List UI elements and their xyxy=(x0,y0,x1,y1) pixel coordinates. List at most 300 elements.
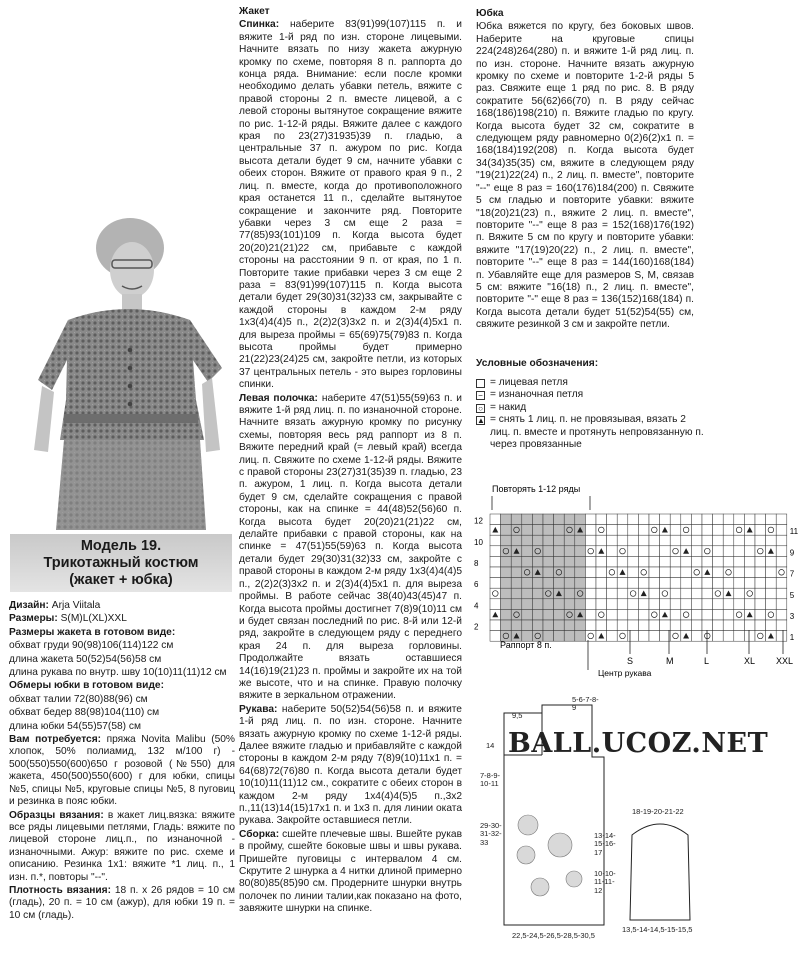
chart-cell xyxy=(564,578,575,589)
chart-cell xyxy=(649,599,660,610)
chart-cell xyxy=(649,631,660,642)
jacket-size-line: длина рукава по внутр. шву 10(10)11(11)12 см xyxy=(9,667,227,679)
chart-row-label-left: 6 xyxy=(474,580,479,590)
back-label: Спинка: xyxy=(239,19,280,31)
chart-cell xyxy=(660,546,671,557)
chart-cell xyxy=(702,578,713,589)
chart-cell xyxy=(766,525,777,536)
samples-label: Образцы вязания: xyxy=(9,809,104,821)
chart-cell xyxy=(554,609,565,620)
yarn-over-icon: ○ xyxy=(476,404,485,413)
sleeve-text: наберите 50(52)54(56)58 п. и вяжите 1-й ряд лиц. п. по изн. стороне. Начните вязать ажурную кромку по схеме 1-12-й ряды. Далее вяжите гладью и прибавляйте с каждой стороны в каждом 2-м ряду 7(8)9(10)11x1 п. = 64(68)72(76)80 п. Когда высота детали будет 10(10)11(11)12 см., сократите с обеих сторон в каждом 2-м ряду 1x4(4)4(5)5 п.,3x2 п.,11(13)14(15)17x1 п. и 1x3 п. для линии оката рукава. Закройте оставшиеся петли. xyxy=(239,703,462,827)
chart-cell xyxy=(723,609,734,620)
chart-cell xyxy=(501,525,512,536)
chart-cell xyxy=(575,620,586,631)
chart-cell xyxy=(691,599,702,610)
chart-cell xyxy=(723,631,734,642)
chart-cell xyxy=(554,620,565,631)
chart-cell xyxy=(522,599,533,610)
chart-cell xyxy=(681,514,692,525)
chart-cell xyxy=(617,556,628,567)
chart-cell xyxy=(575,514,586,525)
chart-cell xyxy=(501,588,512,599)
chart-cell xyxy=(543,578,554,589)
chart-cell xyxy=(585,588,596,599)
purl-stitch-icon: − xyxy=(476,391,485,400)
chart-cell xyxy=(713,546,724,557)
chart-cell xyxy=(691,535,702,546)
chart-cell xyxy=(638,609,649,620)
chart-cell xyxy=(776,578,787,589)
chart-cell xyxy=(638,535,649,546)
chart-cell xyxy=(681,556,692,567)
chart-cell xyxy=(734,620,745,631)
jacket-heading: Жакет xyxy=(239,6,270,17)
chart-cell xyxy=(691,514,702,525)
model-title: Модель 19. xyxy=(80,538,162,554)
samples-text: в жакет лиц.вязка: вяжите все ряды лицевыми петлями, Гладь: вяжите по лицевой стороне лиц.п., по изнаночной - изнаночными. Ажур: вяжите по рис. схеме и описанию. Резинка 1x1: вяжите *1 лиц. п., 1 изн. п.*, повторы "--". xyxy=(9,809,235,883)
chart-cell xyxy=(744,631,755,642)
chart-cell xyxy=(490,546,501,557)
chart-cell xyxy=(628,514,639,525)
chart-cell xyxy=(670,631,681,642)
chart-cell xyxy=(670,609,681,620)
chart-cell xyxy=(702,609,713,620)
schematic-shoulder: 5-6-7-8-9 xyxy=(572,695,599,713)
legend-item xyxy=(476,377,726,390)
chart-cell xyxy=(670,535,681,546)
chart-cell xyxy=(564,599,575,610)
chart-cell xyxy=(532,546,543,557)
chart-cell xyxy=(543,546,554,557)
chart-cell xyxy=(691,631,702,642)
chart-cell xyxy=(649,535,660,546)
chart-cell xyxy=(511,556,522,567)
chart-cell xyxy=(638,578,649,589)
chart-cell xyxy=(723,556,734,567)
design-label: Дизайн: xyxy=(9,600,49,611)
chart-cell xyxy=(734,546,745,557)
chart-cell xyxy=(511,609,522,620)
chart-rapport-label: Раппорт 8 п. xyxy=(500,640,552,650)
chart-cell xyxy=(702,620,713,631)
legend-item xyxy=(476,414,726,452)
chart-cell xyxy=(660,567,671,578)
chart-cell xyxy=(702,546,713,557)
chart-cell xyxy=(723,620,734,631)
chart-cell xyxy=(511,588,522,599)
chart-cell xyxy=(713,631,724,642)
jacket-sizes-heading: Размеры жакета в готовом виде: xyxy=(9,626,176,638)
chart-cell xyxy=(766,609,777,620)
chart-cell xyxy=(532,588,543,599)
chart-cell xyxy=(554,631,565,642)
chart-row-label-left: 2 xyxy=(474,622,479,632)
chart-cell xyxy=(501,609,512,620)
chart-cell xyxy=(628,609,639,620)
chart-cell xyxy=(681,535,692,546)
chart-cell xyxy=(702,556,713,567)
chart-cell xyxy=(522,620,533,631)
chart-cell xyxy=(596,620,607,631)
chart-cell xyxy=(670,525,681,536)
legend-heading: Условные обозначения: xyxy=(476,358,599,369)
chart-cell xyxy=(501,535,512,546)
chart-cell xyxy=(554,578,565,589)
assembly-text: сшейте плечевые швы. Вшейте рукав в пройму, сшейте боковые швы и швы рукава. Пришейте пуговицы с интервалом 4 см. Скрутите 2 шнурка а 4 нитки длиной примерно 80(80)85(85)90 см. Продерните шнурки внутрь полочек по линии талии,как показано на фото, завяжите шнурки на спинке. xyxy=(239,828,462,915)
chart-cell xyxy=(522,546,533,557)
chart-cell xyxy=(638,514,649,525)
chart-cell xyxy=(734,588,745,599)
chart-cell xyxy=(660,599,671,610)
chart-cell xyxy=(734,535,745,546)
chart-row-label-right: 3 xyxy=(789,612,795,621)
chart-cell xyxy=(744,620,755,631)
chart-cell xyxy=(744,567,755,578)
chart-cell xyxy=(554,535,565,546)
chart-cell xyxy=(585,556,596,567)
chart-cell xyxy=(638,599,649,610)
chart-cell xyxy=(766,556,777,567)
chart-cell xyxy=(670,567,681,578)
chart-cell xyxy=(617,609,628,620)
chart-cell xyxy=(755,578,766,589)
chart-cell xyxy=(617,631,628,642)
chart-cell xyxy=(532,514,543,525)
chart-cell xyxy=(628,620,639,631)
front-label: Левая полочка: xyxy=(239,392,318,404)
chart-cell xyxy=(755,546,766,557)
chart-cell xyxy=(596,599,607,610)
chart-cell xyxy=(766,535,777,546)
chart-cell xyxy=(554,514,565,525)
chart-cell xyxy=(585,609,596,620)
chart-cell xyxy=(638,567,649,578)
chart-cell xyxy=(628,588,639,599)
chart-cell xyxy=(490,535,501,546)
chart-cell xyxy=(628,556,639,567)
chart-cell xyxy=(681,525,692,536)
legend xyxy=(476,358,726,452)
chart-cell xyxy=(554,546,565,557)
chart-cell xyxy=(723,535,734,546)
chart-cell xyxy=(564,567,575,578)
chart-cell xyxy=(691,578,702,589)
chart-cell xyxy=(490,588,501,599)
chart-cell xyxy=(660,620,671,631)
chart-cell xyxy=(649,525,660,536)
chart-cell xyxy=(766,588,777,599)
chart-cell xyxy=(575,631,586,642)
chart-cell xyxy=(575,556,586,567)
chart-cell xyxy=(734,514,745,525)
schematic-sleeve-left-1: 13-14-15-16-17 xyxy=(594,831,616,857)
chart-row-label-left: 10 xyxy=(474,537,483,547)
chart-cell xyxy=(522,535,533,546)
chart-cells xyxy=(490,514,787,641)
chart-cell xyxy=(755,620,766,631)
chart-size-L: L xyxy=(704,656,710,666)
chart-cell xyxy=(532,556,543,567)
chart-cell xyxy=(713,620,724,631)
chart-row-label-left: 4 xyxy=(474,601,479,611)
skirt-size-line: обхват талии 72(80)88(96) см xyxy=(9,693,148,705)
chart-cell xyxy=(628,631,639,642)
chart-row-label-right: 1 xyxy=(789,633,795,643)
chart-cell xyxy=(734,609,745,620)
chart-cell xyxy=(681,599,692,610)
chart-cell xyxy=(532,525,543,536)
chart-cell xyxy=(607,546,618,557)
chart-cell xyxy=(702,535,713,546)
chart-cell xyxy=(649,546,660,557)
chart-cell xyxy=(511,567,522,578)
chart-cell xyxy=(522,567,533,578)
chart-row-label-right: 5 xyxy=(789,590,795,600)
chart-cell xyxy=(501,599,512,610)
chart-cell xyxy=(501,567,512,578)
chart-cell xyxy=(755,567,766,578)
chart-cell xyxy=(649,514,660,525)
chart-cell xyxy=(713,535,724,546)
chart-cell xyxy=(585,599,596,610)
model-photo xyxy=(8,200,230,530)
chart-sleeve-center: Центр рукава xyxy=(598,668,652,678)
garment-schematic xyxy=(480,695,800,955)
chart-cell xyxy=(744,578,755,589)
chart-cell xyxy=(501,620,512,631)
chart-cell xyxy=(617,546,628,557)
stitch-chart-grid xyxy=(470,480,800,690)
chart-cell xyxy=(723,514,734,525)
chart-cell xyxy=(543,620,554,631)
chart-cell xyxy=(522,578,533,589)
chart-cell xyxy=(776,546,787,557)
skirt-text: Юбка вяжется по кругу, без боковых швов. Наберите на круговые спицы 224(248)264(280) п. и вяжите 1-й ряд лиц. п. по изн. стороне. Начните вязать ажурную кромку по схеме и повторите 1-2-й ряды 5 раз. Свяжите еще 1 ряд по рис. 8. В ряду сократите 56(62)66(70) п. В ряду сейчас 168(186)198(210) п. Вяжите гладью по кругу. Когда высота будет 32 см, сократите в следующем ряду равномерно 0(2)6(2)x1 п. = 168(184)192(208) п. Когда высота будет 34(34)35(35) см, вяжите в следующем ряду "19(21)22(24) п., 2 лиц. п. вместе", повторите "--" еще 8 раз = 160(176)184(200) п. Свяжите 5 см гладью и повторите убавки: вяжите "18(20)21(23) п., вяжите 2 лиц. п. вместе", повторите "--" еще 8 раз = 152(168)176(192) п. Вяжите 5 см по кругу и повторите убавки: вяжите "17(19)20(22) п., 2 лиц. п. вместе", повторите "--" еще 8 раз = 144(160)168(184) п. Убавляйте еще для размеров S, M, связав 5 см: вяжите "16(18) п., 2 лиц. п. вместе", повторите "-" еще 8 раз = 136(152)168(184) п. Когда высота детали будет 51(52)54(55) см, свяжите резинкой 3 см и закройте петли. xyxy=(476,21,694,331)
chart-cell xyxy=(766,578,777,589)
chart-cell xyxy=(522,525,533,536)
chart-cell xyxy=(607,631,618,642)
chart-cell xyxy=(607,588,618,599)
chart-cell xyxy=(490,620,501,631)
back-text: наберите 83(91)99(107)115 п. и вяжите 1-й ряд по изн. стороне лицевыми. Начните вязать по низу жакета ажурную кромку по схеме, повторяя 8 п. раппорта до конца ряда. Внимание: если после кромки необходимо делать убавки петель, вяжите с правой стороны 2 п. вместе лицевой, а с левой стороны вытянутое сокращение вяжите по рис. 1-12-й ряды. Вяжите далее с каждого края по 23(27)31935)39 п. гладью, а центральные 37 п. ажуром по рис. Когда высота детали будет 9 см, начните убавки с обеих сторон. Вяжите от правого края 9 п., 2 лиц. п. вместе, когда до противоположного края останется 11 п., сделайте вытянутое сокращение и закончите ряд. Повторите убавки через 3 см еще 2 раза = 77(85)93(101)109 п. Когда высота будет 20(20)21(21)22 см, прибавьте с каждой стороны на расстоянии 9 п. от края, по 1 п. Повторите такие прибавки через 3 см еще 2 раза = 83(91)99(107)115 п. Когда высота детали будет 29(30)31(32)33 см, закрывайте с каждой стороны в каждом 2-м ряду 1x3(4)4(4)5 п., 2(2)2(3)3x2 п. и 2(3)4(4)5x1 п. для выреза проймы = 65(69)75(79)83 п. Когда высота проймы будет примерно 21(22)23(24)25 см, закройте петли, из которых 37 центральных петель - это вырез горловины спинки. xyxy=(239,19,462,391)
chart-cell xyxy=(755,535,766,546)
chart-cell xyxy=(713,567,724,578)
sizes-label: Размеры: xyxy=(9,613,58,625)
chart-cell xyxy=(628,578,639,589)
chart-cell xyxy=(691,620,702,631)
chart-cell xyxy=(649,620,660,631)
chart-cell xyxy=(532,620,543,631)
legend-text: = накид xyxy=(490,401,527,413)
chart-cell xyxy=(702,525,713,536)
chart-cell xyxy=(660,588,671,599)
chart-cell xyxy=(501,546,512,557)
skirt-size-line: длина юбки 54(55)57(58) см xyxy=(9,720,141,732)
chart-cell xyxy=(744,556,755,567)
chart-row-label-right: 9 xyxy=(789,548,795,558)
chart-cell xyxy=(564,525,575,536)
chart-cell xyxy=(585,567,596,578)
chart-cell xyxy=(734,567,745,578)
chart-cell xyxy=(755,525,766,536)
chart-cell xyxy=(596,525,607,536)
chart-cell xyxy=(575,535,586,546)
middle-column xyxy=(239,6,462,917)
chart-cell xyxy=(575,599,586,610)
knit-stitch-icon xyxy=(476,379,485,388)
sleeve-schematic-outline xyxy=(630,824,690,920)
decrease-icon: ▲ xyxy=(477,416,485,425)
chart-cell xyxy=(511,525,522,536)
chart-cell xyxy=(681,620,692,631)
chart-cell xyxy=(702,599,713,610)
chart-cell xyxy=(766,514,777,525)
chart-cell xyxy=(575,588,586,599)
chart-cell xyxy=(501,514,512,525)
model-subtitle: Трикотажный костюм xyxy=(43,555,199,571)
chart-cell xyxy=(670,546,681,557)
chart-cell xyxy=(585,525,596,536)
chart-cell xyxy=(596,556,607,567)
chart-cell xyxy=(543,525,554,536)
chart-cell xyxy=(702,588,713,599)
chart-cell xyxy=(596,578,607,589)
skirt-size-line: обхват бедер 88(98)104(110) см xyxy=(9,707,160,719)
model-subtitle-2: (жакет + юбка) xyxy=(69,572,173,588)
chart-cell xyxy=(596,535,607,546)
chart-cell xyxy=(638,556,649,567)
chart-cell xyxy=(755,631,766,642)
chart-cell xyxy=(501,578,512,589)
chart-cell xyxy=(607,525,618,536)
chart-cell xyxy=(490,578,501,589)
right-column xyxy=(476,8,694,333)
chart-cell xyxy=(744,514,755,525)
skirt-heading: Юбка xyxy=(476,8,504,19)
model-caption xyxy=(10,534,232,592)
chart-cell xyxy=(713,556,724,567)
chart-cell xyxy=(490,599,501,610)
chart-cell xyxy=(670,588,681,599)
chart-cell xyxy=(670,556,681,567)
chart-cell xyxy=(511,514,522,525)
chart-cell xyxy=(564,546,575,557)
chart-cell xyxy=(501,556,512,567)
chart-cell xyxy=(776,567,787,578)
chart-cell xyxy=(713,609,724,620)
chart-cell xyxy=(723,525,734,536)
chart-cell xyxy=(681,609,692,620)
chart-cell xyxy=(681,567,692,578)
chart-cell xyxy=(617,599,628,610)
chart-cell xyxy=(532,599,543,610)
chart-cell xyxy=(628,567,639,578)
chart-cell xyxy=(522,588,533,599)
legend-item xyxy=(476,402,726,415)
chart-cell xyxy=(564,631,575,642)
chart-row-label-right: 11 xyxy=(789,527,799,537)
chart-cell xyxy=(596,567,607,578)
chart-cell xyxy=(670,620,681,631)
chart-cell xyxy=(734,556,745,567)
chart-cell xyxy=(670,599,681,610)
chart-cell xyxy=(776,556,787,567)
lace-motif-decor xyxy=(517,815,582,896)
chart-cell xyxy=(766,599,777,610)
chart-cell xyxy=(564,535,575,546)
chart-cell xyxy=(766,620,777,631)
chart-cell xyxy=(691,609,702,620)
chart-cell xyxy=(564,588,575,599)
materials-text: пряжа Novita Malibu (50% хлопок, 50% полиамид, 132 м/100 г) - 500(550)550(600)650 г розовой (№550) для жакета, 450(500)550(600) г для юбки, спицы №5, спицы №5, круговые спицы №5, 8 пуговиц и резинка в пояс юбки. xyxy=(9,734,235,808)
model-photo-illustration xyxy=(8,200,230,530)
schematic-left-1: 14 xyxy=(486,741,495,750)
chart-size-S: S xyxy=(627,656,634,666)
front-text: наберите 47(51)55(59)63 п. и вяжите 1-й ряд лиц. п. по изнаночной стороне. Начните вязать ажурную кромку по рисунку схемы, повторяя весь ряд раппорт из 8 п. Вяжите передний край (= левый край) всегда лиц. п. Свяжите по схеме 1-12-й ряды. Вяжите с правой стороны 23(27)31(35)39 п. гладью, 23 п. ажуром, 1 лиц. п. Когда высота детали будет 9 см, сделайте сокращения с правой стороны, как на спинке = 44(48)52(56)60 п. Когда высота будет 20(20)21(21)22 см, делайте прибавки с правой стороны, как на спинке = 47(51)55(59)63 п. Когда высота детали будет 29(30)31(32)33 см, закройте с правой стороны в каждом 2-м ряду 1x3(4)4(4)5 п., 2(2)2(3)3x2 п. и 2(3)4(4)5x1 п. для выреза проймы. В работе сейчас 38(40)43(45)47 п. Когда высота проймы достигнет 7(8)9(10)11 см и будет связан последний по рис. 8-й или 12-й ряд, закройте в следующем ряду с переднего края 24 п. для выреза горловины. Продолжайте вязать оставшиеся 14(16)19(21)23 п. проймы и закройте их на той же высоте, что и на спинке. Правую полочку вяжите в зеркальном отражении. xyxy=(239,392,462,702)
chart-cell xyxy=(554,525,565,536)
chart-cell xyxy=(575,567,586,578)
chart-cell xyxy=(649,588,660,599)
chart-size-XXL: XXL xyxy=(776,656,794,666)
chart-cell xyxy=(564,556,575,567)
chart-cell xyxy=(532,535,543,546)
schematic-sleeve-bottom: 13,5-14-14,5-15-15,5 xyxy=(622,925,693,934)
chart-cell xyxy=(585,631,596,642)
skirt-sizes-heading: Обмеры юбки в готовом виде: xyxy=(9,680,164,692)
chart-cell xyxy=(755,609,766,620)
chart-cell xyxy=(649,578,660,589)
chart-cell xyxy=(744,599,755,610)
chart-cell xyxy=(607,514,618,525)
chart-cell xyxy=(691,567,702,578)
sizes-value: S(M)L(XL)XXL xyxy=(60,613,127,625)
chart-cell xyxy=(723,567,734,578)
chart-cell xyxy=(670,514,681,525)
chart-cell xyxy=(660,556,671,567)
chart-cell xyxy=(585,535,596,546)
chart-cell xyxy=(776,535,787,546)
chart-cell xyxy=(755,556,766,567)
density-label: Плотность вязания: xyxy=(9,884,111,896)
chart-cell xyxy=(543,535,554,546)
chart-cell xyxy=(596,514,607,525)
chart-row-label-right: 7 xyxy=(789,569,795,579)
chart-cell xyxy=(543,556,554,567)
chart-cell xyxy=(490,556,501,567)
chart-cell xyxy=(607,609,618,620)
chart-cell xyxy=(638,525,649,536)
chart-cell xyxy=(713,525,724,536)
chart-cell xyxy=(723,546,734,557)
chart-cell xyxy=(638,546,649,557)
chart-cell xyxy=(628,525,639,536)
stitch-chart xyxy=(470,480,800,690)
chart-cell xyxy=(585,546,596,557)
chart-cell xyxy=(564,609,575,620)
chart-cell xyxy=(522,556,533,567)
chart-cell xyxy=(628,546,639,557)
chart-cell xyxy=(766,567,777,578)
chart-size-XL: XL xyxy=(744,656,756,666)
chart-cell xyxy=(744,546,755,557)
chart-cell xyxy=(543,599,554,610)
legend-text: = снять 1 лиц. п. не провязывая, вязать 2 лиц. п. вместе и протянуть непровязанную п. через провязанные xyxy=(490,414,704,450)
chart-cell xyxy=(713,599,724,610)
chart-cell xyxy=(628,599,639,610)
schematic-sleeve-left-2: 10-10-11-11-12 xyxy=(594,869,616,895)
chart-cell xyxy=(755,599,766,610)
